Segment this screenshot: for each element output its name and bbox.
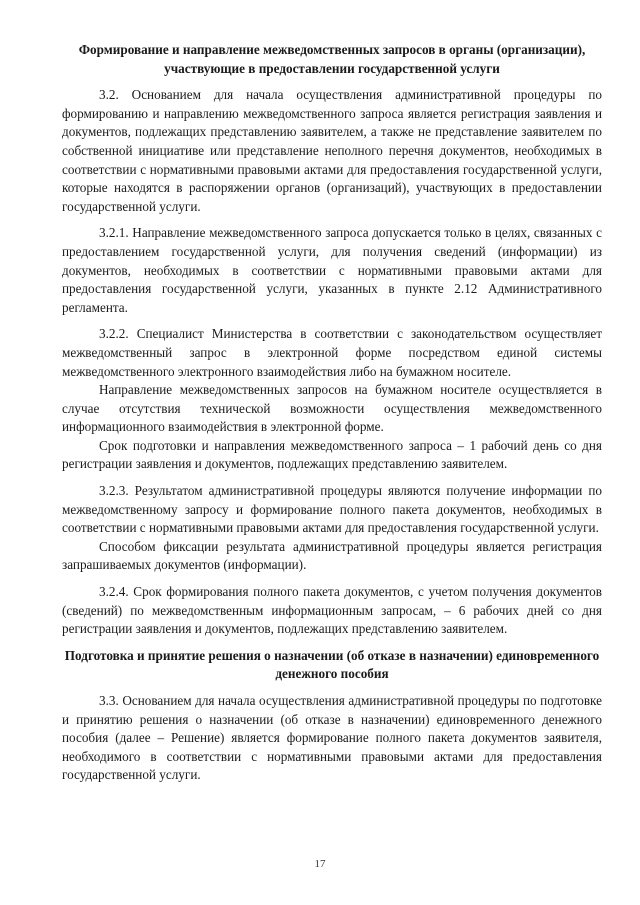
paragraph-request-deadline: Срок подготовки и направления межведомственного запроса – 1 рабочий день со дня регистрации заявления и документов, подлежащих представлению заявителем. — [62, 437, 602, 472]
paragraph-3-3: 3.3. Основанием для начала осуществления административной процедуры по подготовке и принятию решения о назначении (об отказе в назначении) единовременного денежного пособия (далее – Решение) является формирование полного пакета документов заявителя, необходимого в соответствии с нормативными правовыми актами для предоставления государственной услуги. — [62, 693, 602, 783]
paragraph-result-fixation: Способом фиксации результата административной процедуры является регистрация запрашиваемых документов (информации). — [62, 538, 602, 573]
paragraph-3-2: 3.2. Основанием для начала осуществления административной процедуры по формированию и направлению межведомственного запроса является регистрация заявления и документов, подлежащих представлению заявителем, а также не представление заявителем по собственной инициативе или представление неполного перечня документов, необходимых в соответствии с нормативными правовыми актами для предоставления государственной услуги, которые находятся в распоряжении органов (организаций), участвующих в предоставлении государственной услуги. — [62, 87, 602, 214]
section-heading-decision: Подготовка и принятие решения о назначении (об отказе в назначении) единовременного денежного пособия — [64, 647, 600, 682]
paragraph-3-2-2: 3.2.2. Специалист Министерства в соответствии с законодательством осуществляет межведомственный запрос в электронной форме посредством единой системы межведомственного электронного взаимодействия либо на бумажном носителе. — [62, 326, 602, 379]
section-heading-interagency-requests: Формирование и направление межведомственных запросов в органы (организации), участвующие в предоставлении государственной услуги — [78, 42, 586, 76]
paragraph-3-2-3: 3.2.3. Результатом административной процедуры являются получение информации по межведомственному запросу и формирование полного пакета документов, необходимых в соответствии с нормативными правовыми актами для предоставления государственной услуги. — [62, 483, 602, 536]
page-number: 17 — [314, 858, 326, 870]
paragraph-3-2-4: 3.2.4. Срок формирования полного пакета документов, с учетом получения документов (сведений) по межведомственным информационным запросам, – 6 рабочих дней со дня регистрации заявления и документов, подлежащих представлению заявителем. — [62, 584, 602, 637]
paragraph-3-2-1: 3.2.1. Направление межведомственного запроса допускается только в целях, связанных с предоставлением государственной услуги, для получения сведений (информации) из документов, необходимых в соответствии с нормативными правовыми актами для предоставления государственной услуги, указанных в пункте 2.12 Административного регламента. — [62, 225, 602, 315]
paragraph-paper-requests: Направление межведомственных запросов на бумажном носителе осуществляется в случае отсутствия технической возможности осуществления межведомственного информационного взаимодействия в электронной форме. — [62, 382, 602, 435]
